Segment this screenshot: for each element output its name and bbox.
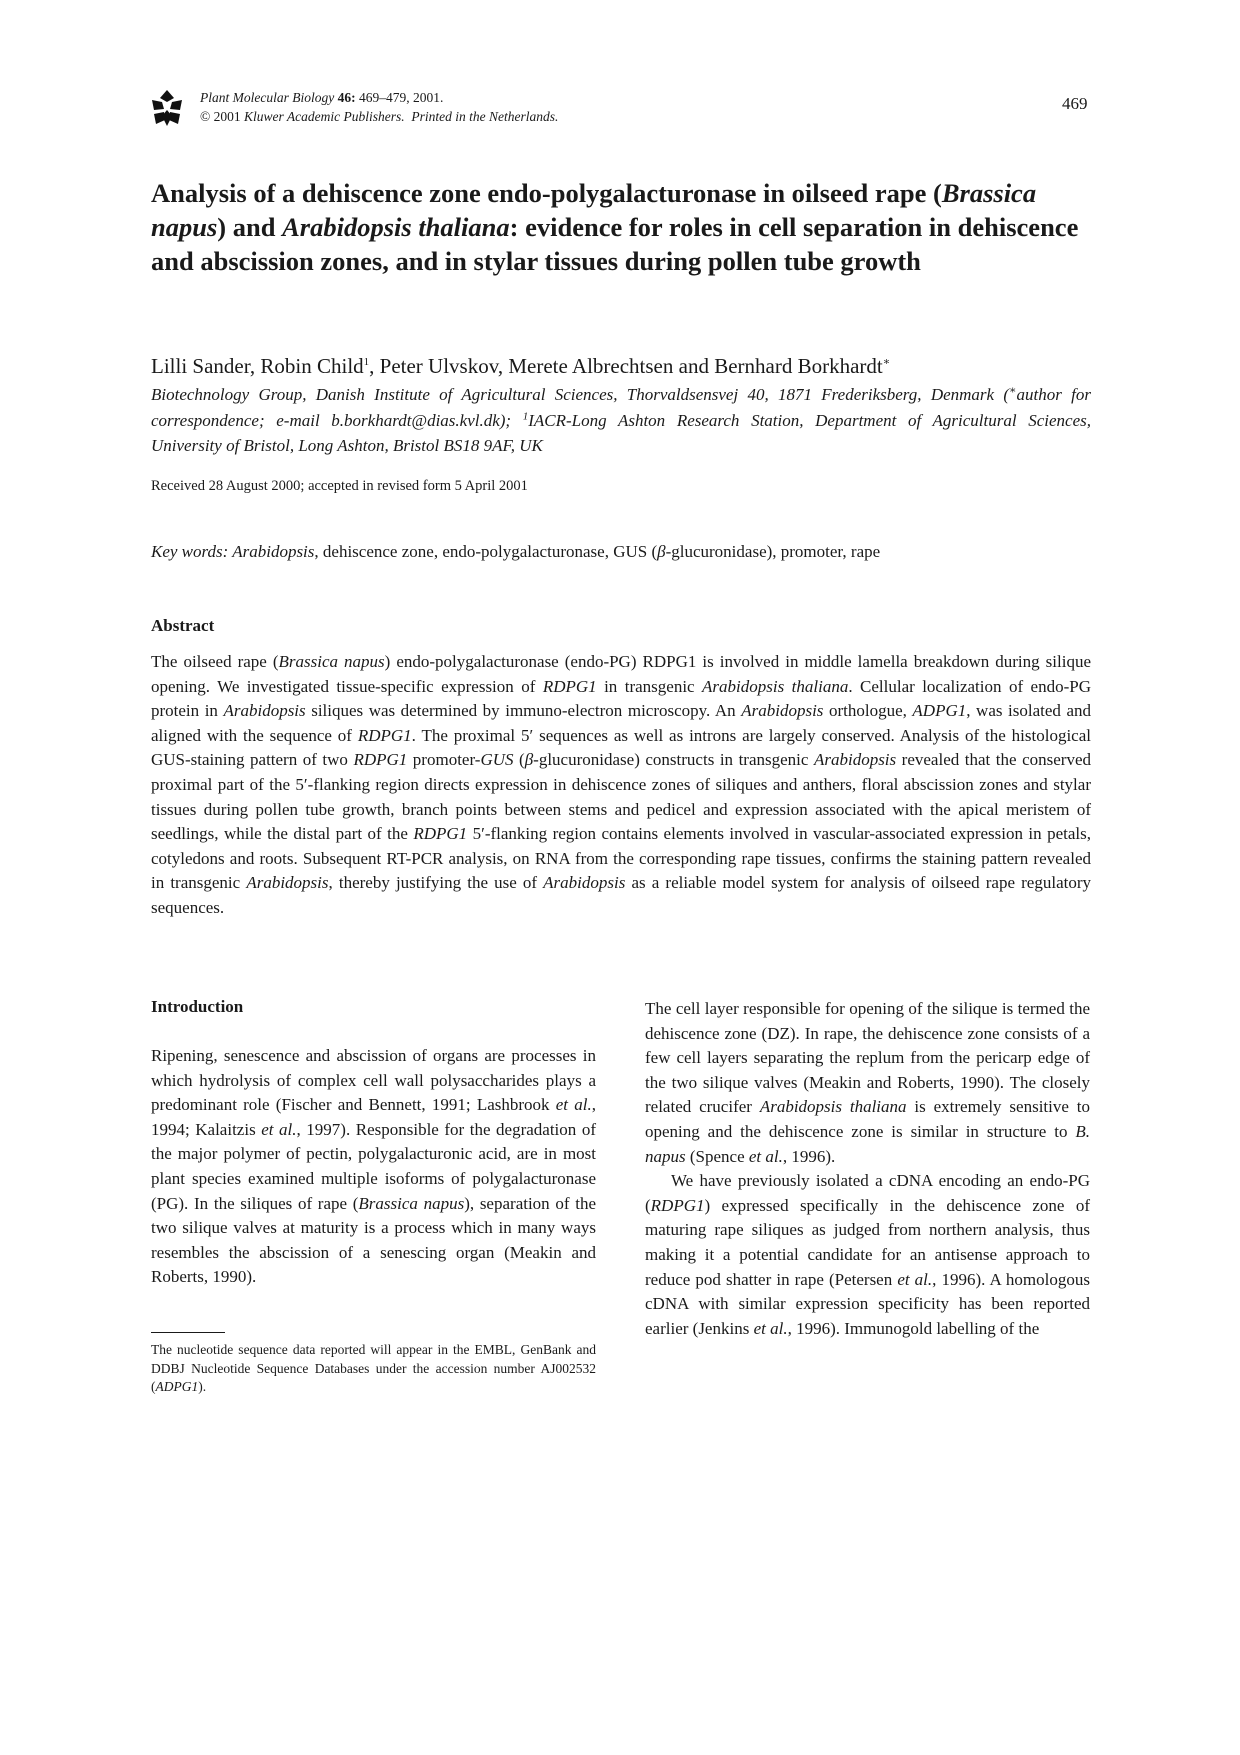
keywords: Key words: Arabidopsis, dehiscence zone, endo-polygalacturonase, GUS (β-glucuronidase), promoter, rape: [151, 542, 881, 561]
intro-paragraph: We have previously isolated a cDNA encoding an endo-PG (RDPG1) expressed specifically in the dehiscence zone of maturing rape siliques as judged from northern analysis, thus making it a potential candidate for an antisense approach to reduce pod shatter in rape (Petersen et al., 1996). A homologous cDNA with similar expression specificity has been reported earlier (Jenkins et al., 1996). Immunogold labelling of the: [645, 1171, 1090, 1338]
received-dates: Received 28 August 2000; accepted in revised form 5 April 2001: [151, 478, 528, 494]
journal-citation: [200, 88, 558, 126]
author-affiliations: Biotechnology Group, Danish Institute of Agricultural Sciences, Thorvaldsensvej 40, 1871 Frederiksberg, Denmark (∗author for correspondence; e-mail b.borkhardt@dias.kvl.dk); $^1$IACR-Long Ashton Research Station, Department of Agricultural Sciences, University of Bristol, Long Ashton, Bristol BS18 9AF, UK: [151, 384, 1091, 455]
author-list: Lilli Sander, Robin Child$^1$, Peter Ulvskov, Merete Albrechtsen and Bernhard Borkhardt∗: [151, 354, 891, 378]
page-number: 469: [1062, 94, 1088, 113]
footnote: The nucleotide sequence data reported will appear in the EMBL, GenBank and DDBJ Nucleotide Sequence Databases under the accession number AJ002532 (ADPG1).: [151, 1342, 596, 1394]
article-title: Analysis of a dehiscence zone endo-polygalacturonase in oilseed rape (Brassica napus) and Arabidopsis thaliana: evidence for roles in cell separation in dehiscence and abscission zones, and in stylar tissues during pollen tube growth: [151, 178, 1079, 276]
intro-paragraph: The cell layer responsible for opening of the silique is termed the dehiscence zone (DZ). In rape, the dehiscence zone consists of a few cell layers separating the replum from the pericarp edge of the two silique valves (Meakin and Roberts, 1990). The closely related crucifer Arabidopsis thaliana is extremely sensitive to opening and the dehiscence zone is similar in structure to B. napus (Spence et al., 1996).: [645, 999, 1090, 1166]
abstract-body: The oilseed rape (Brassica napus) endo-polygalacturonase (endo-PG) RDPG1 is involved in middle lamella breakdown during silique opening. We investigated tissue-specific expression of RDPG1 in transgenic Arabidopsis thaliana. Cellular localization of endo-PG protein in Arabidopsis siliques was determined by immuno-electron microscopy. An Arabidopsis orthologue, ADPG1, was isolated and aligned with the sequence of RDPG1. The proximal 5′ sequences as well as introns are largely conserved. Analysis of the histological GUS-staining pattern of two RDPG1 promoter-GUS (β-glucuronidase) constructs in transgenic Arabidopsis revealed that the conserved proximal part of the 5′-flanking region directs expression in dehiscence zones of siliques and anthers, floral abscission zones and stylar tissues during pollen tube growth, branch points between stems and pedicel and expression associated with the apical meristem of seedlings, while the distal part of the RDPG1 5′-flanking region contains elements involved in vascular-associated expression in petals, cotyledons and roots. Subsequent RT-PCR analysis, on RNA from the corresponding rape tissues, confirms the staining pattern revealed in transgenic Arabidopsis, thereby justifying the use of Arabidopsis as a reliable model system for analysis of oilseed rape regulatory sequences.: [151, 652, 1091, 917]
abstract-heading: Abstract: [151, 616, 215, 635]
journal-volume: 46:: [337, 90, 356, 105]
journal-name: Plant Molecular Biology: [200, 90, 335, 105]
introduction-heading: Introduction: [151, 997, 244, 1016]
introduction-right-column: [645, 997, 1090, 1341]
footnote-divider: [151, 1332, 225, 1333]
kluwer-logo-icon: [150, 88, 184, 128]
printed-location: Printed in the Netherlands.: [404, 109, 559, 124]
introduction-left-column: Ripening, senescence and abscission of organs are processes in which hydrolysis of complex cell wall polysaccharides plays a predominant role (Fischer and Bennett, 1991; Lashbrook et al., 1994; Kalaitzis et al., 1997). Responsible for the degradation of the major polymer of pectin, polygalacturonic acid, are in most plant species examined multiple isoforms of polygalacturonase (PG). In the siliques of rape (Brassica napus), separation of the two silique valves at maturity is a process which in many ways resembles the abscission of a senescing organ (Meakin and Roberts, 1990).: [151, 1046, 596, 1287]
copyright-year: © 2001: [200, 109, 245, 124]
publisher-name: Kluwer Academic Publishers.: [244, 109, 405, 124]
journal-pages-year: 469–479, 2001.: [355, 90, 444, 105]
